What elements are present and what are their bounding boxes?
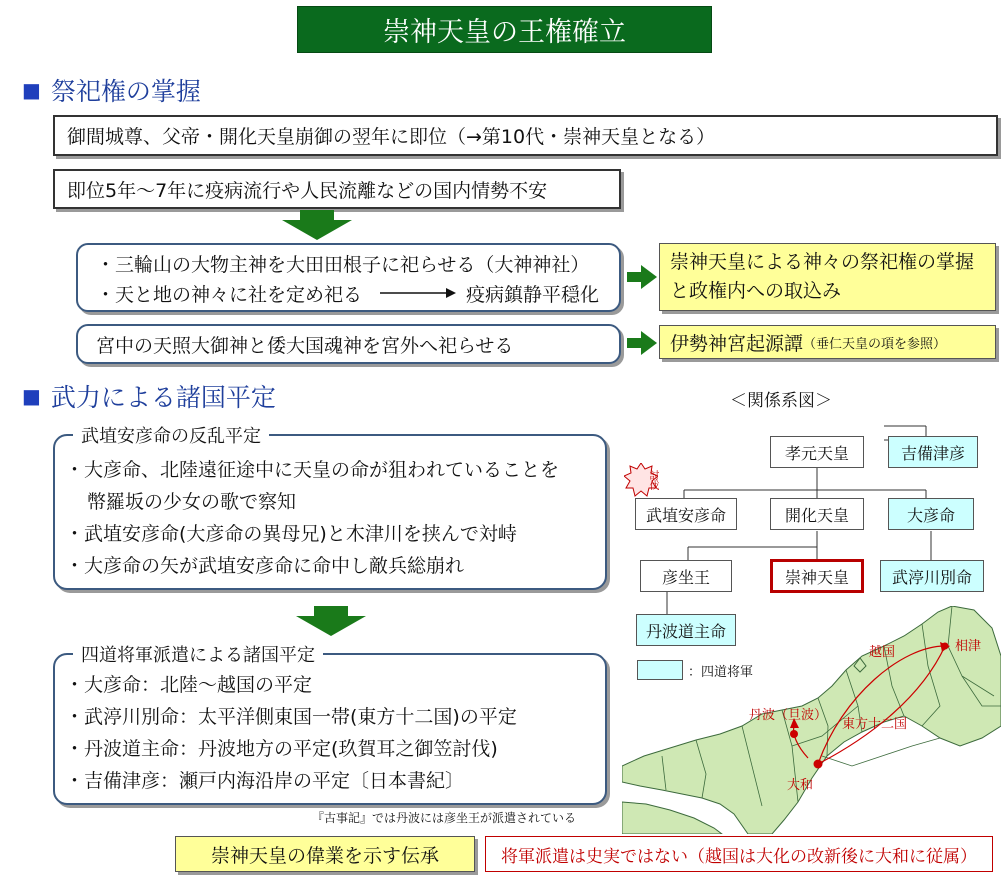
four-generals-group bbox=[53, 645, 607, 805]
rebellion-group bbox=[53, 426, 607, 590]
general-line-1: ・大彦命：北陸～越国の平定 bbox=[65, 673, 313, 696]
map-label-tanba: 丹波（旦波） bbox=[749, 708, 828, 723]
ritual-measures-box bbox=[76, 243, 621, 312]
ritual-result-line-2: と政権内への取込み bbox=[670, 280, 842, 302]
node-takenunakawa: 武渟川別命 bbox=[880, 560, 984, 592]
ritual-line-2b: 疫病鎮静平穏化 bbox=[466, 283, 600, 306]
historicity-note-box bbox=[485, 836, 993, 872]
historicity-note-text: 将軍派遣は史実ではない（越国は大化の改新後に大和に従属） bbox=[501, 846, 977, 867]
ritual-line-2a: ・天と地の神々に社を定め祀る bbox=[96, 283, 363, 306]
ritual-result-box bbox=[659, 243, 996, 311]
rebellion-line-2: 幣羅坂の少女の歌で察知 bbox=[87, 490, 297, 513]
map-label-yamato: 大和 bbox=[787, 778, 814, 793]
right-arrow-icon bbox=[627, 331, 657, 355]
node-sujin: 崇神天皇 bbox=[770, 559, 864, 593]
node-takehaniyasu: 武埴安彦命 bbox=[635, 498, 737, 530]
ritual-line-2 bbox=[96, 278, 601, 308]
ritual-line-1: ・三輪山の大物主神を大田田根子に祀らせる（大神神社） bbox=[96, 253, 590, 276]
general-line-3: ・丹波道主命：丹波地方の平定(玖賀耳之御笠討伐) bbox=[65, 737, 498, 760]
map-label-east12: 東方十二国 bbox=[842, 717, 908, 732]
legend-text: ：四道将軍 bbox=[688, 665, 754, 680]
rebellion-line-4: ・大彦命の矢が武埴安彦命に命中し敵兵総崩れ bbox=[65, 554, 465, 577]
stamp-text: 討伐 bbox=[647, 470, 658, 490]
enthronement-text: 御間城尊、父帝・開化天皇崩御の翌年に即位（→第10代・崇神天皇となる） bbox=[67, 126, 716, 148]
kojiki-footnote: 『古事記』では丹波には彦坐王が派遣されている bbox=[312, 811, 577, 825]
ise-origin-note: （垂仁天皇の項を参照） bbox=[803, 336, 947, 352]
node-kaika: 開化天皇 bbox=[770, 498, 864, 530]
rebellion-group-title: 武埴安彦命の反乱平定 bbox=[73, 422, 269, 448]
down-arrow-icon bbox=[282, 210, 352, 240]
node-ohiko: 大彦命 bbox=[888, 498, 974, 530]
legend-conclusion-text: 崇神天皇の偉業を示す伝承 bbox=[210, 844, 439, 867]
relation-heading: ＜関係系図＞ bbox=[730, 391, 832, 411]
shrine-move-box bbox=[76, 324, 621, 364]
section-heading-military bbox=[22, 380, 276, 412]
ise-origin-text: 伊勢神宮起源譚 bbox=[670, 332, 804, 355]
node-kibitsuhiko: 吉備津彦 bbox=[888, 436, 978, 468]
unrest-text: 即位5年～7年に疫病流行や人民流離などの国内情勢不安 bbox=[67, 179, 548, 202]
square-bullet-icon: ■ bbox=[22, 384, 41, 408]
shrine-move-text: 宮中の天照大御神と倭大国魂神を宮外へ祀らせる bbox=[96, 334, 514, 357]
square-bullet-icon: ■ bbox=[22, 78, 41, 102]
right-arrow-icon bbox=[627, 265, 657, 289]
map-label-aizu: 相津 bbox=[955, 639, 982, 654]
four-generals-group-title: 四道将軍派遣による諸国平定 bbox=[73, 641, 323, 667]
node-hikoimasu: 彦坐王 bbox=[640, 560, 732, 592]
right-thin-arrow-icon bbox=[378, 286, 458, 300]
node-kogen: 孝元天皇 bbox=[770, 436, 864, 468]
unrest-box bbox=[53, 169, 621, 209]
node-tanba: 丹波道主命 bbox=[636, 614, 736, 646]
rebellion-line-3: ・武埴安彦命(大彦命の異母兄)と木津川を挟んで対峙 bbox=[65, 522, 517, 545]
map-label-koshi: 越国 bbox=[869, 645, 896, 660]
rebellion-line-1: ・大彦命、北陸遠征途中に天皇の命が狙われていることを bbox=[65, 458, 560, 481]
page-title: 崇神天皇の王権確立 bbox=[297, 6, 712, 53]
general-line-4: ・吉備津彦：瀬戸内海沿岸の平定〔日本書紀〕 bbox=[65, 769, 465, 792]
subjugation-stamp bbox=[624, 463, 658, 497]
legend-conclusion-box bbox=[175, 836, 475, 872]
section-heading-text: 祭祀権の掌握 bbox=[50, 77, 201, 106]
down-arrow-icon bbox=[296, 606, 366, 636]
ritual-result-line-1: 崇神天皇による神々の祭祀権の掌握 bbox=[670, 251, 975, 273]
section-heading-ritual bbox=[22, 74, 201, 106]
section-heading-text: 武力による諸国平定 bbox=[50, 383, 276, 412]
enthronement-box bbox=[53, 115, 998, 156]
ise-origin-box bbox=[659, 325, 996, 359]
general-line-2: ・武渟川別命：太平洋側東国一帯(東方十二国)の平定 bbox=[65, 705, 517, 728]
